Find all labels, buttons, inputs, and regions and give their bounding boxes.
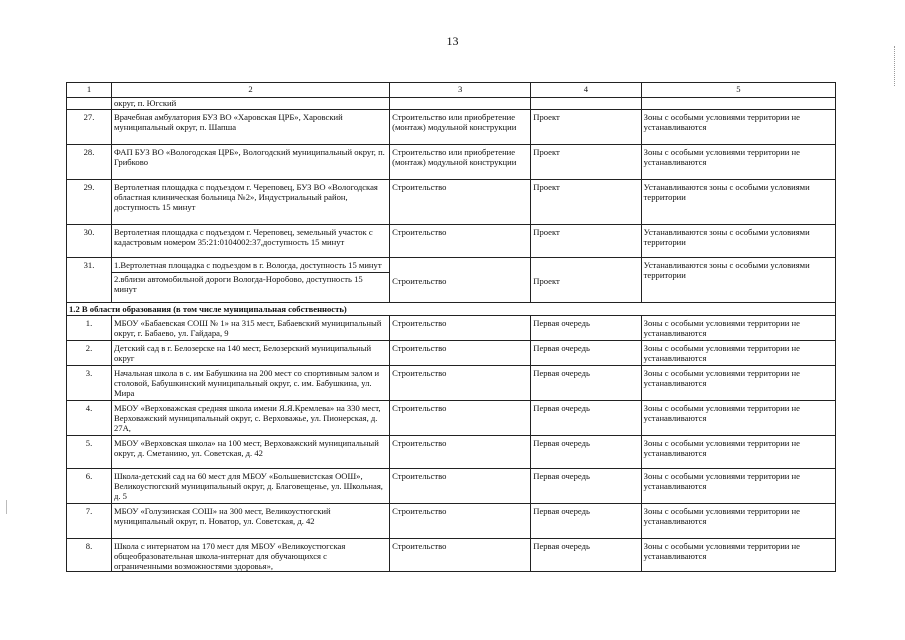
cell-num: 31. bbox=[67, 258, 112, 303]
cell-type: Строительство bbox=[390, 539, 531, 572]
cell-type: Строительство bbox=[390, 436, 531, 469]
section-heading-row bbox=[67, 303, 836, 316]
cell-desc: Врачебная амбулатория БУЗ ВО «Харовская ЦРБ», Харовский муниципальный округ, п. Шапша bbox=[111, 110, 389, 145]
cell-zone: Зоны с особыми условиями территории не устанавливаются bbox=[641, 316, 835, 341]
cell-num: 6. bbox=[67, 469, 112, 504]
cell-type: Строительство или приобретение (монтаж) модульной конструкции bbox=[390, 145, 531, 180]
header-col-3: 3 bbox=[390, 83, 531, 98]
cell-type: Строительство bbox=[390, 401, 531, 436]
table-row bbox=[67, 316, 836, 341]
table-row bbox=[67, 401, 836, 436]
cell-desc: Детский сад в г. Белозерске на 140 мест, Белозерский муниципальный округ bbox=[111, 341, 389, 366]
cell-num: 30. bbox=[67, 225, 112, 258]
cell-zone: Зоны с особыми условиями территории не устанавливаются bbox=[641, 401, 835, 436]
cell-desc-part-2: 2.вблизи автомобильной дороги Вологда-Норобово, доступность 15 минут bbox=[112, 272, 389, 294]
cell-desc: Школа с интернатом на 170 мест для МБОУ «Великоустюгская общеобразовательная школа-интернат для обучающихся с ограниченными возможностями здоровья», bbox=[111, 539, 389, 572]
scan-left-mark bbox=[6, 500, 7, 514]
cell-type: Строительство bbox=[390, 225, 531, 258]
planning-table bbox=[66, 82, 836, 572]
table-row bbox=[67, 436, 836, 469]
cell-desc: Вертолетная площадка с подъездом г. Череповец, БУЗ ВО «Вологодская областная клиническая больница №2», Индустриальный район, доступность 15 минут bbox=[111, 180, 389, 225]
table-row bbox=[67, 180, 836, 225]
table-row-continuation bbox=[67, 98, 836, 110]
cell-num: 4. bbox=[67, 401, 112, 436]
cell-desc-part-1: 1.Вертолетная площадка с подъездом в г. Вологда, доступность 15 минут bbox=[113, 260, 382, 270]
cell-zone: Зоны с особыми условиями территории не устанавливаются bbox=[641, 469, 835, 504]
header-col-1: 1 bbox=[67, 83, 112, 98]
cell-stage: Первая очередь bbox=[531, 469, 641, 504]
cell-stage: Первая очередь bbox=[531, 401, 641, 436]
cell-stage: Первая очередь bbox=[531, 316, 641, 341]
cell-desc: МБОУ «Верховская школа» на 100 мест, Верховажский муниципальный округ, д. Сметанино, ул. Советская, д. 42 bbox=[111, 436, 389, 469]
cell-stage: Первая очередь bbox=[531, 436, 641, 469]
table-row bbox=[67, 341, 836, 366]
table-row bbox=[67, 469, 836, 504]
cell-stage: Проект bbox=[531, 258, 641, 303]
page-number: 13 bbox=[446, 34, 459, 48]
cell-type: Строительство bbox=[390, 258, 531, 303]
cell-num: 2. bbox=[67, 341, 112, 366]
cell-stage bbox=[531, 98, 641, 110]
cell-stage: Проект bbox=[531, 110, 641, 145]
cell-zone: Зоны с особыми условиями территории не устанавливаются bbox=[641, 341, 835, 366]
header-row bbox=[67, 83, 836, 98]
cell-num: 5. bbox=[67, 436, 112, 469]
table-row bbox=[67, 504, 836, 539]
cell-stage: Первая очередь bbox=[531, 504, 641, 539]
cell-desc: МБОУ «Бабаевская СОШ № 1» на 315 мест, Бабаевский муниципальный округ, г. Бабаево, ул. Гайдара, 9 bbox=[111, 316, 389, 341]
cell-zone: Устанавливаются зоны с особыми условиями территории bbox=[641, 180, 835, 225]
table-row bbox=[67, 366, 836, 401]
cell-num: 7. bbox=[67, 504, 112, 539]
scan-edge-mark bbox=[894, 46, 897, 86]
cell-desc: округ, п. Югский bbox=[111, 98, 389, 110]
table-row-31 bbox=[67, 258, 836, 303]
cell-zone: Зоны с особыми условиями территории не устанавливаются bbox=[641, 504, 835, 539]
cell-stage: Проект bbox=[531, 225, 641, 258]
cell-desc bbox=[111, 258, 389, 303]
cell-stage: Проект bbox=[531, 145, 641, 180]
cell-num: 1. bbox=[67, 316, 112, 341]
cell-desc: ФАП БУЗ ВО «Вологодская ЦРБ», Вологодский муниципальный округ, п. Грибково bbox=[111, 145, 389, 180]
cell-desc: МБОУ «Верховажская средняя школа имени Я.Я.Кремлева» на 330 мест, Верховажский муниципальный округ, с. Верховажье, ул. Пионерская, д. 27А, bbox=[111, 401, 389, 436]
cell-zone: Устанавливаются зоны с особыми условиями территории bbox=[641, 225, 835, 258]
cell-zone: Зоны с особыми условиями территории не устанавливаются bbox=[641, 366, 835, 401]
cell-type: Строительство bbox=[390, 469, 531, 504]
header-col-4: 4 bbox=[531, 83, 641, 98]
cell-num: 28. bbox=[67, 145, 112, 180]
cell-zone: Зоны с особыми условиями территории не устанавливаются bbox=[641, 110, 835, 145]
cell-stage: Первая очередь bbox=[531, 366, 641, 401]
cell-num: 3. bbox=[67, 366, 112, 401]
cell-zone: Зоны с особыми условиями территории не устанавливаются bbox=[641, 145, 835, 180]
cell-zone: Зоны с особыми условиями территории не устанавливаются bbox=[641, 539, 835, 572]
table-row bbox=[67, 225, 836, 258]
cell-zone bbox=[641, 98, 835, 110]
table-row bbox=[67, 539, 836, 572]
cell-zone: Устанавливаются зоны с особыми условиями территории bbox=[641, 258, 835, 303]
cell-type: Строительство bbox=[390, 180, 531, 225]
cell-stage: Первая очередь bbox=[531, 539, 641, 572]
cell-desc: Вертолетная площадка с подъездом г. Череповец, земельный участок с кадастровым номером 35:21:0104002:37,доступность 15 минут bbox=[111, 225, 389, 258]
cell-desc: Школа-детский сад на 60 мест для МБОУ «Большевистская ООШ», Великоустюгский муниципальный округ, д. Благовещенье, ул. Школьная, д. 5 bbox=[111, 469, 389, 504]
cell-num: 8. bbox=[67, 539, 112, 572]
cell-type: Строительство bbox=[390, 341, 531, 366]
cell-type: Строительство bbox=[390, 316, 531, 341]
cell-type: Строительство или приобретение (монтаж) модульной конструкции bbox=[390, 110, 531, 145]
cell-num: 27. bbox=[67, 110, 112, 145]
cell-type: Строительство bbox=[390, 504, 531, 539]
cell-desc: МБОУ «Голузинская СОШ» на 300 мест, Великоустюгский муниципальный округ, п. Новатор, ул. Советская, д. 42 bbox=[111, 504, 389, 539]
cell-num bbox=[67, 98, 112, 110]
header-col-5: 5 bbox=[641, 83, 835, 98]
cell-stage: Первая очередь bbox=[531, 341, 641, 366]
cell-desc: Начальная школа в с. им Бабушкина на 200 мест со спортивным залом и столовой, Бабушкинский муниципальный округ, с. им. Бабушкина, ул. Мира bbox=[111, 366, 389, 401]
cell-type bbox=[390, 98, 531, 110]
section-heading: 1.2 В области образования (в том числе муниципальная собственность) bbox=[67, 303, 836, 316]
cell-zone: Зоны с особыми условиями территории не устанавливаются bbox=[641, 436, 835, 469]
cell-num: 29. bbox=[67, 180, 112, 225]
header-col-2: 2 bbox=[111, 83, 389, 98]
cell-type: Строительство bbox=[390, 366, 531, 401]
cell-stage: Проект bbox=[531, 180, 641, 225]
table-row bbox=[67, 110, 836, 145]
table-row bbox=[67, 145, 836, 180]
